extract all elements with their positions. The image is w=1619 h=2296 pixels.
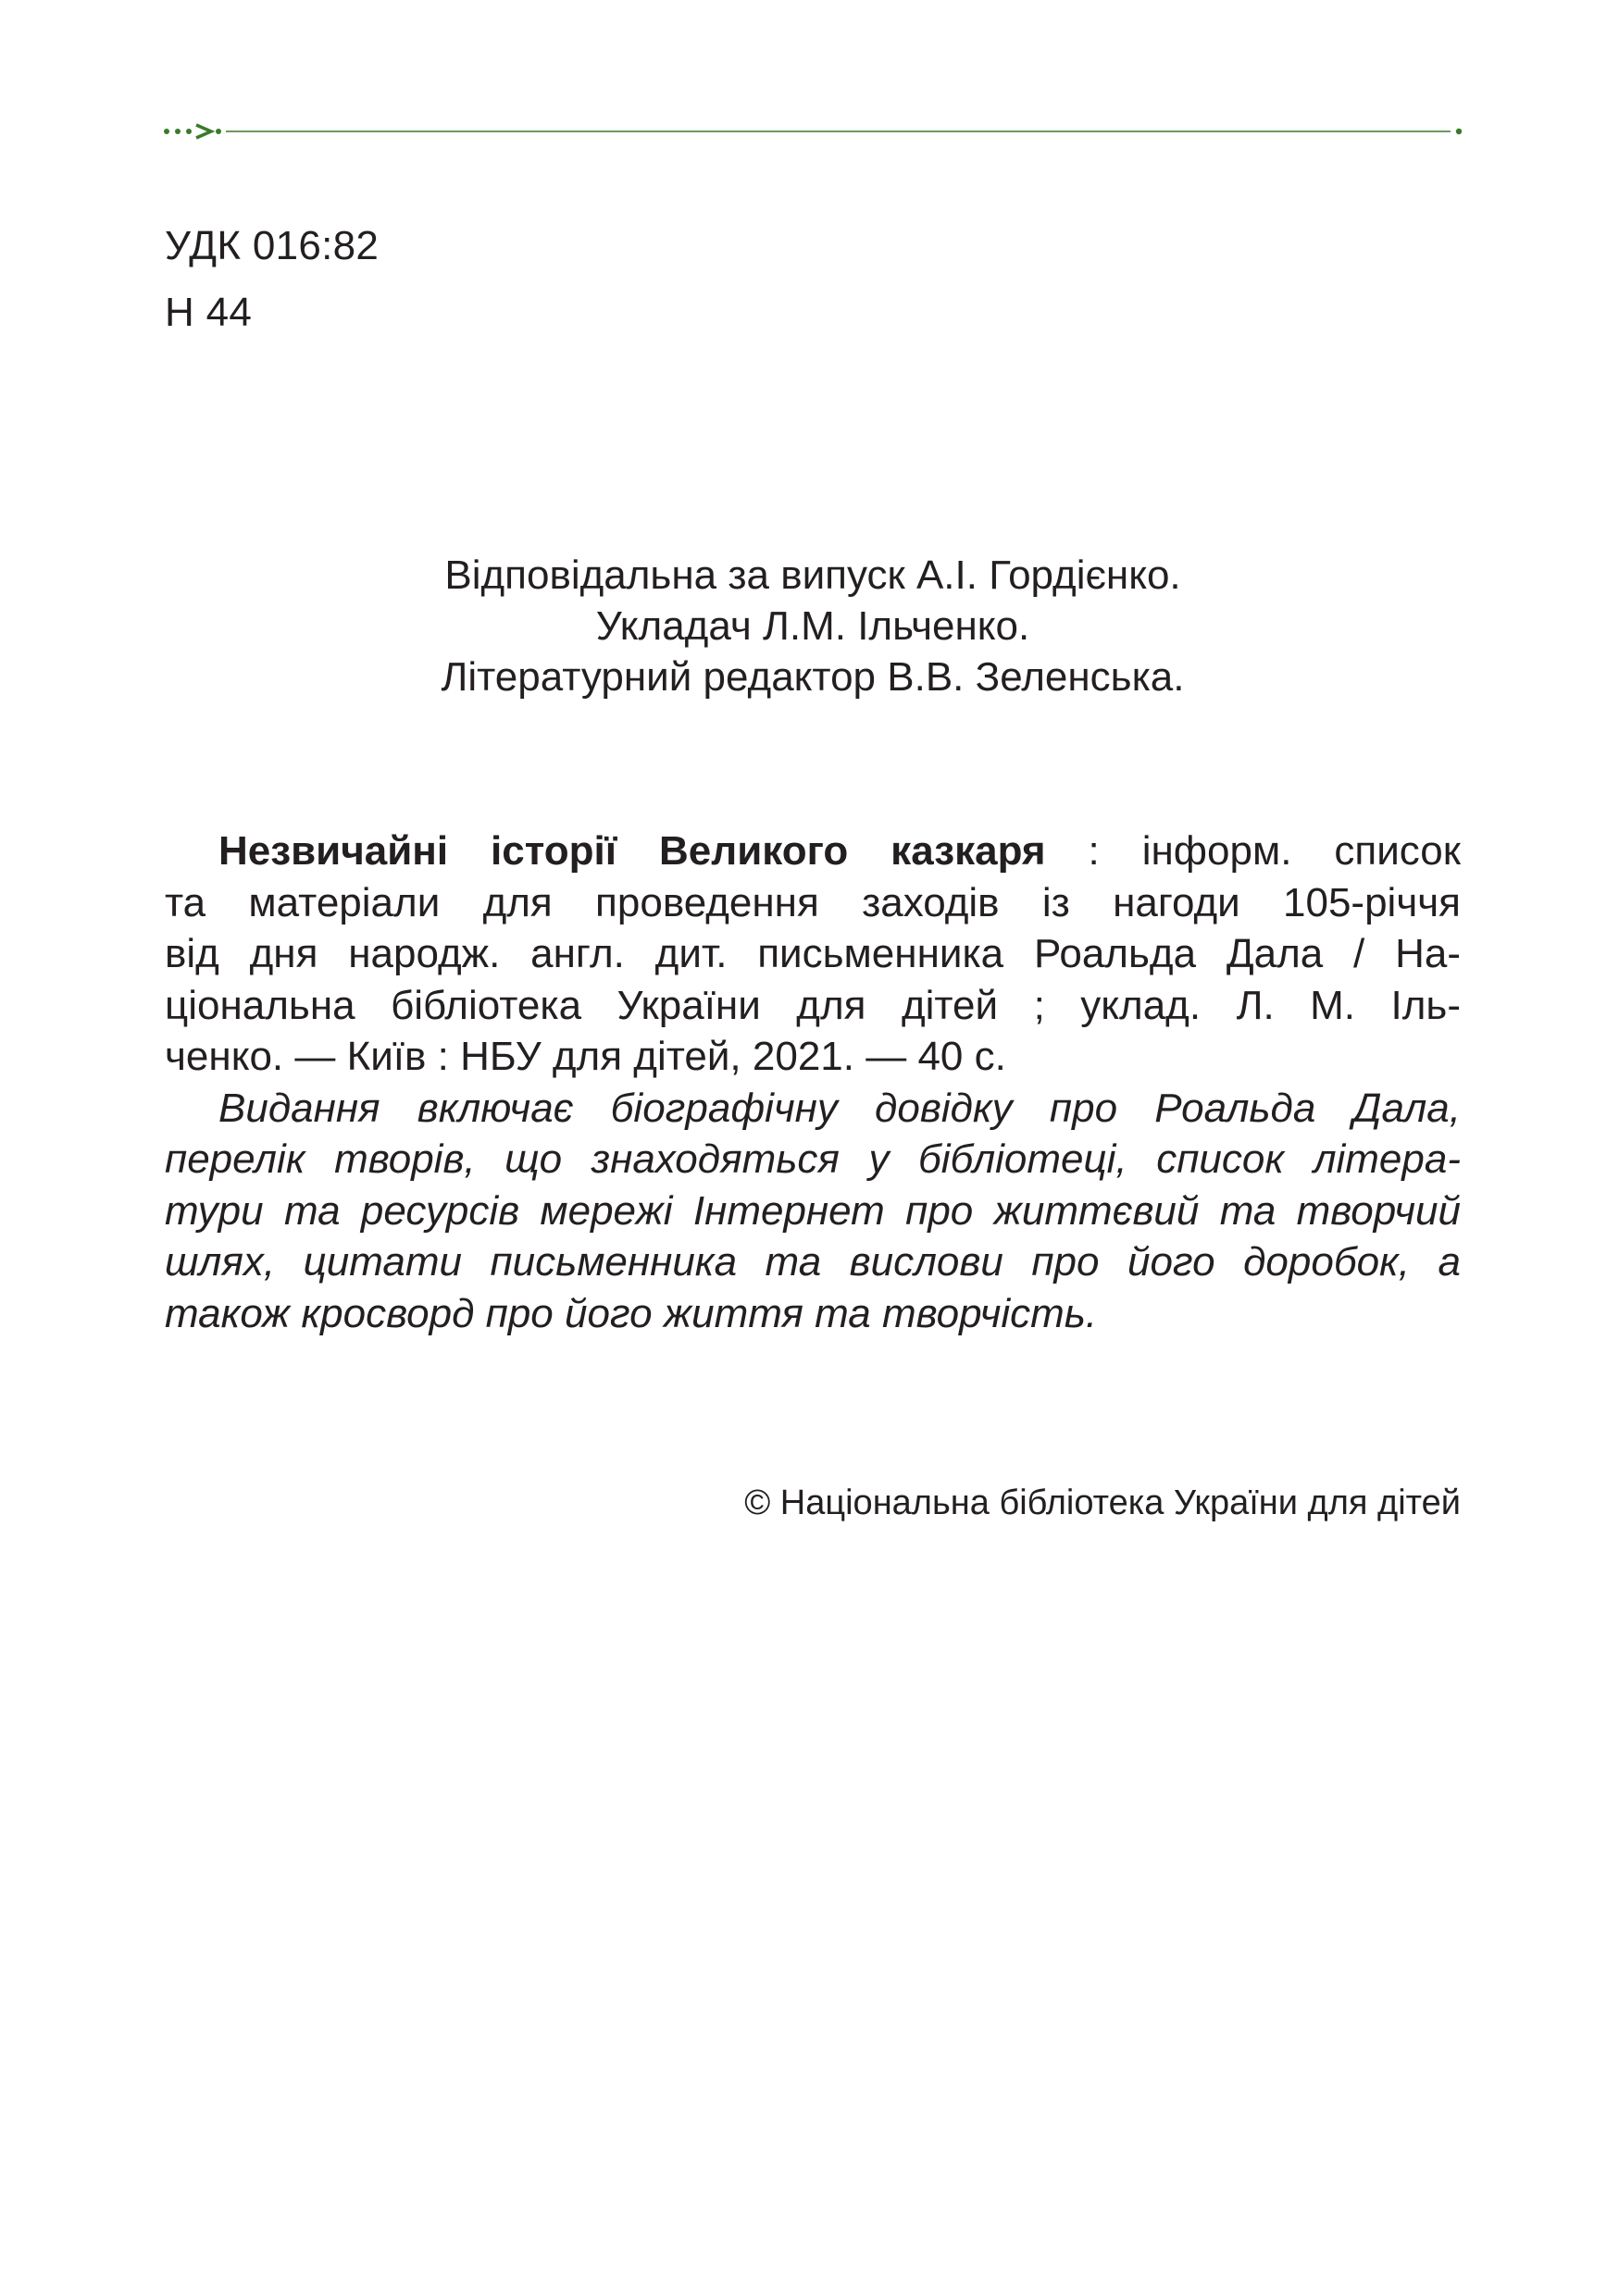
annotation-line: та матеріали для проведення заходів із нагоди 105-річчя: [165, 879, 1461, 925]
credits-block: [165, 550, 1461, 702]
annotation-line: [165, 825, 1461, 877]
author-sign-code: Н 44: [165, 290, 253, 335]
description-line: перелік творів, що знаходяться у бібліотеці, список літера-: [165, 1136, 1461, 1182]
compiler: Укладач Л.М. Ільченко.: [595, 603, 1030, 649]
udk-code: УДК 016:82: [165, 223, 380, 268]
description-line: шлях, цитати письменника та вислови про його доробок, а: [165, 1239, 1461, 1285]
annotation-line: ченко. — Київ : НБУ для дітей, 2021. — 40 с.: [165, 1034, 1006, 1079]
literary-editor: Літературний редактор В.В. Зеленська.: [441, 654, 1185, 700]
publication-title: Незвичайні історії Великого казкаря: [218, 828, 1046, 874]
annotation-line: від дня народж. англ. дит. письменника Роальда Дала / На-: [165, 931, 1461, 976]
responsible-editor: Відповідальна за випуск А.І. Гордієнко.: [444, 552, 1181, 598]
annotation-line: ціональна бібліотека України для дітей ; уклад. Л. М. Іль-: [165, 982, 1461, 1028]
classification-codes: [165, 220, 379, 339]
decorative-top-rule: [159, 117, 1464, 144]
bibliographic-annotation: [165, 825, 1461, 1339]
description-line: Видання включає біографічну довідку про Роальда Дала,: [218, 1085, 1461, 1131]
description-line: тури та ресурсів мережі Інтернет про життєвий та творчий: [165, 1187, 1461, 1234]
bibliographic-text: : інформ. список: [1045, 828, 1461, 874]
description-line: також кросворд про його життя та творчість.: [165, 1290, 1098, 1336]
copyright-notice: © Національна бібліотека України для дітей: [744, 1483, 1461, 1522]
